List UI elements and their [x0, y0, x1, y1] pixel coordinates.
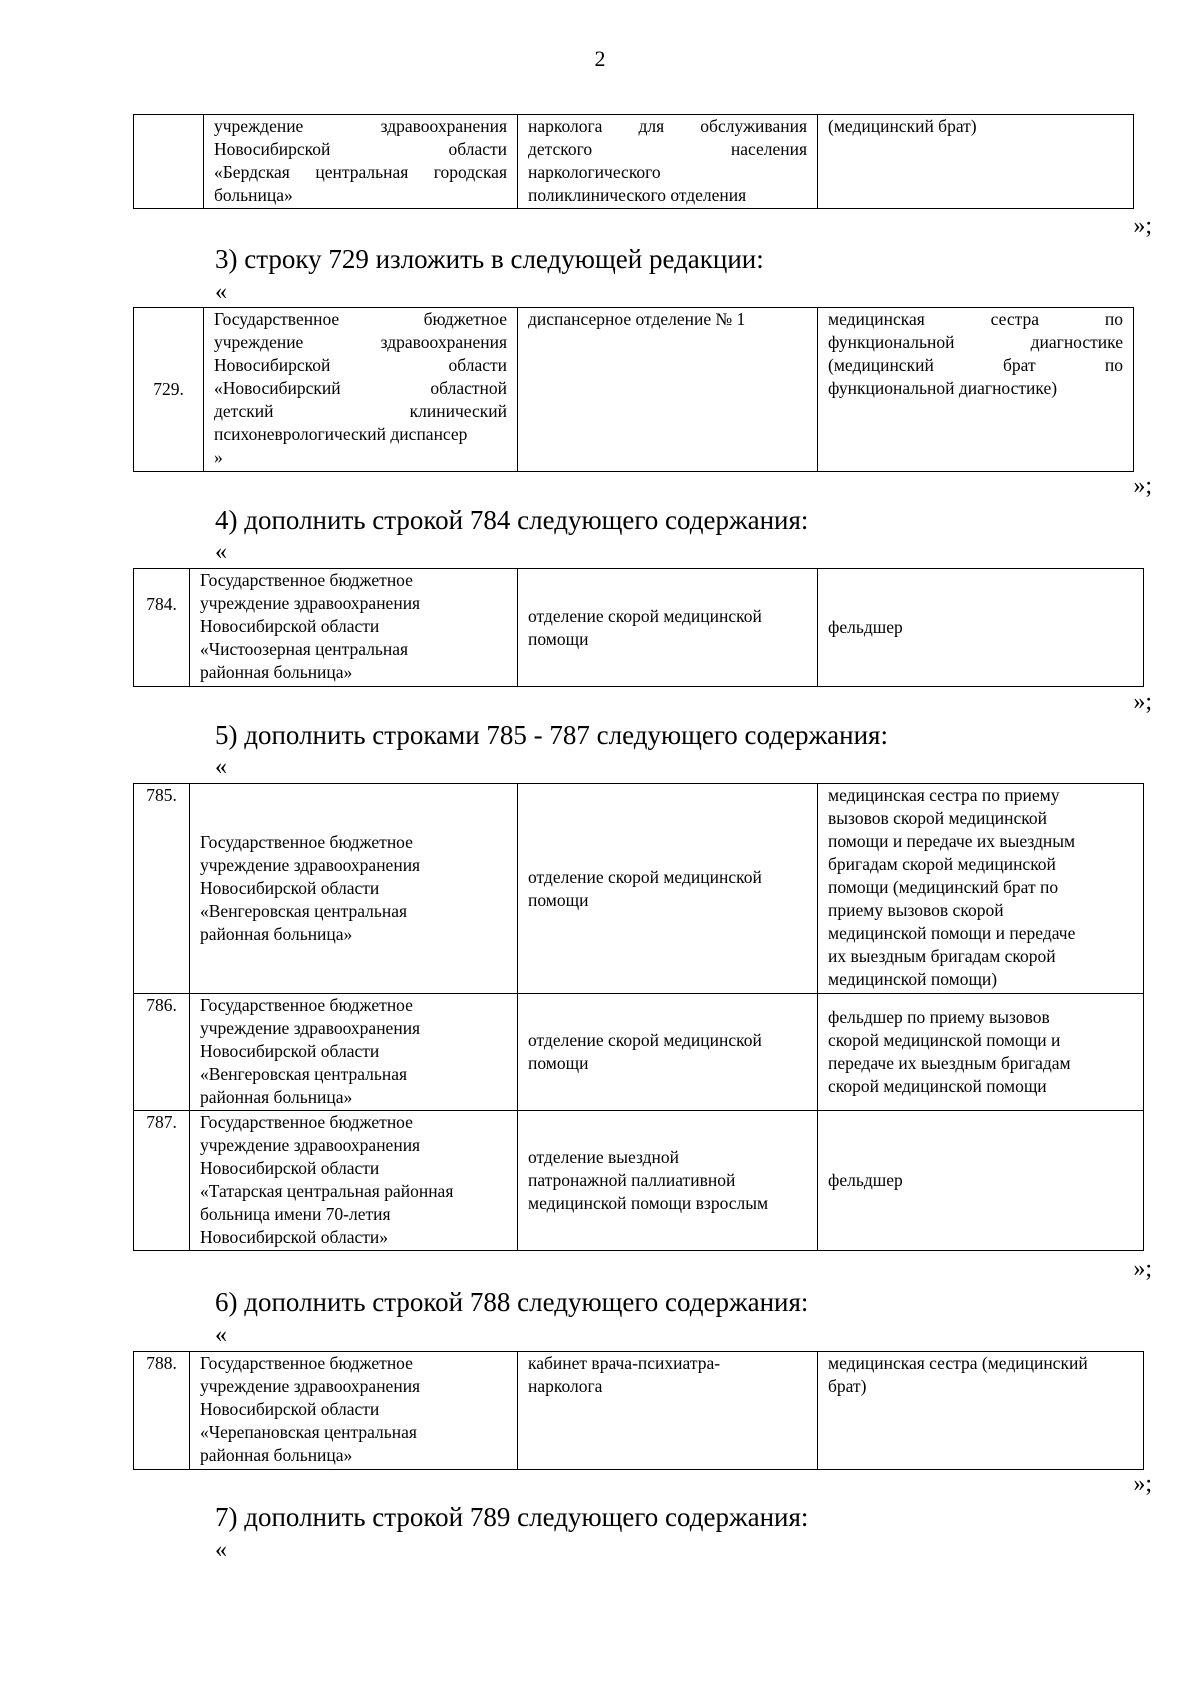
organization-cell: Государственное бюджетное учреждение здравоохранения Новосибирской области «Татарская центральная районная больница имени 70-летия Новосибирской области» [190, 1111, 518, 1251]
row-number-cell: 784. [134, 569, 190, 687]
table-row [134, 1352, 1144, 1470]
position-cell: фельдшер [818, 569, 1144, 687]
table-row [134, 784, 1144, 994]
table-row [134, 115, 1134, 209]
row-number-cell: 787. [134, 1111, 190, 1251]
opening-quote: « [215, 1322, 227, 1348]
section-4-heading: 4) дополнить строкой 784 следующего содержания: [215, 505, 809, 535]
table-row [134, 569, 1144, 687]
department-cell: отделение скорой медицинской помощи [518, 569, 818, 687]
closing-quote: »; [1133, 473, 1152, 499]
row-788-table [133, 1351, 1144, 1470]
department-cell: отделение скорой медицинской помощи [518, 994, 818, 1111]
section-3-heading: 3) строку 729 изложить в следующей редакции: [215, 244, 764, 274]
organization-cell: Государственное бюджетное учреждение здравоохранения Новосибирской области «Венгеровская центральная районная больница» [190, 784, 518, 994]
row-729-table [133, 307, 1134, 472]
organization-cell: Государственное бюджетное учреждение здравоохранения Новосибирской области «Черепановская центральная районная больница» [190, 1352, 518, 1470]
row-number-cell: 785. [134, 784, 190, 994]
row-784-table [133, 568, 1144, 687]
row-number-cell [134, 115, 204, 209]
opening-quote: « [215, 754, 227, 780]
section-5-heading: 5) дополнить строками 785 - 787 следующего содержания: [215, 720, 888, 750]
section-7-heading: 7) дополнить строкой 789 следующего содержания: [215, 1502, 809, 1532]
department-cell: кабинет врача-психиатра- нарколога [518, 1352, 818, 1470]
organization-cell: Государственное бюджетное учреждение здравоохранения Новосибирской области «Чистоозерная центральная районная больница» [190, 569, 518, 687]
position-cell: медицинская сестра по функциональной диагностике (медицинский брат по функциональной диагностике) [818, 308, 1134, 472]
closing-quote: »; [1133, 1471, 1152, 1497]
organization-cell: учреждение здравоохранения Новосибирской области «Бердская центральная городская больница» [204, 115, 518, 209]
closing-quote: »; [1133, 1256, 1152, 1282]
organization-cell: Государственное бюджетное учреждение здравоохранения Новосибирской области «Новосибирский областной детский клинический психоневрологический диспансер » [204, 308, 518, 472]
department-cell: диспансерное отделение № 1 [518, 308, 818, 472]
row-number-cell: 788. [134, 1352, 190, 1470]
page-number: 2 [594, 46, 606, 71]
closing-quote: »; [1133, 213, 1152, 239]
position-cell: (медицинский брат) [818, 115, 1134, 209]
table-row [134, 994, 1144, 1111]
row-number-cell: 729. [134, 308, 204, 472]
position-cell: медицинская сестра (медицинский брат) [818, 1352, 1144, 1470]
table-row [134, 308, 1134, 472]
position-cell: медицинская сестра по приему вызовов скорой медицинской помощи и передаче их выездным бригадам скорой медицинской помощи (медицинский брат по приему вызовов скорой медицинской помощи и передаче их выездным бригадам скорой медицинской помощи) [818, 784, 1144, 994]
opening-quote: « [215, 1537, 227, 1563]
rows-785-787-table [133, 783, 1144, 1251]
table-row [134, 1111, 1144, 1251]
organization-cell: Государственное бюджетное учреждение здравоохранения Новосибирской области «Венгеровская центральная районная больница» [190, 994, 518, 1111]
department-cell: нарколога для обслуживания детского населения наркологического поликлинического отделения [518, 115, 818, 209]
continuation-table [133, 114, 1134, 209]
opening-quote: « [215, 279, 227, 305]
closing-quote: »; [1133, 689, 1152, 715]
section-6-heading: 6) дополнить строкой 788 следующего содержания: [215, 1287, 809, 1317]
position-cell: фельдшер по приему вызовов скорой медицинской помощи и передаче их выездным бригадам скорой медицинской помощи [818, 994, 1144, 1111]
position-cell: фельдшер [818, 1111, 1144, 1251]
department-cell: отделение выездной патронажной паллиативной медицинской помощи взрослым [518, 1111, 818, 1251]
row-number-cell: 786. [134, 994, 190, 1111]
opening-quote: « [215, 539, 227, 565]
department-cell: отделение скорой медицинской помощи [518, 784, 818, 994]
